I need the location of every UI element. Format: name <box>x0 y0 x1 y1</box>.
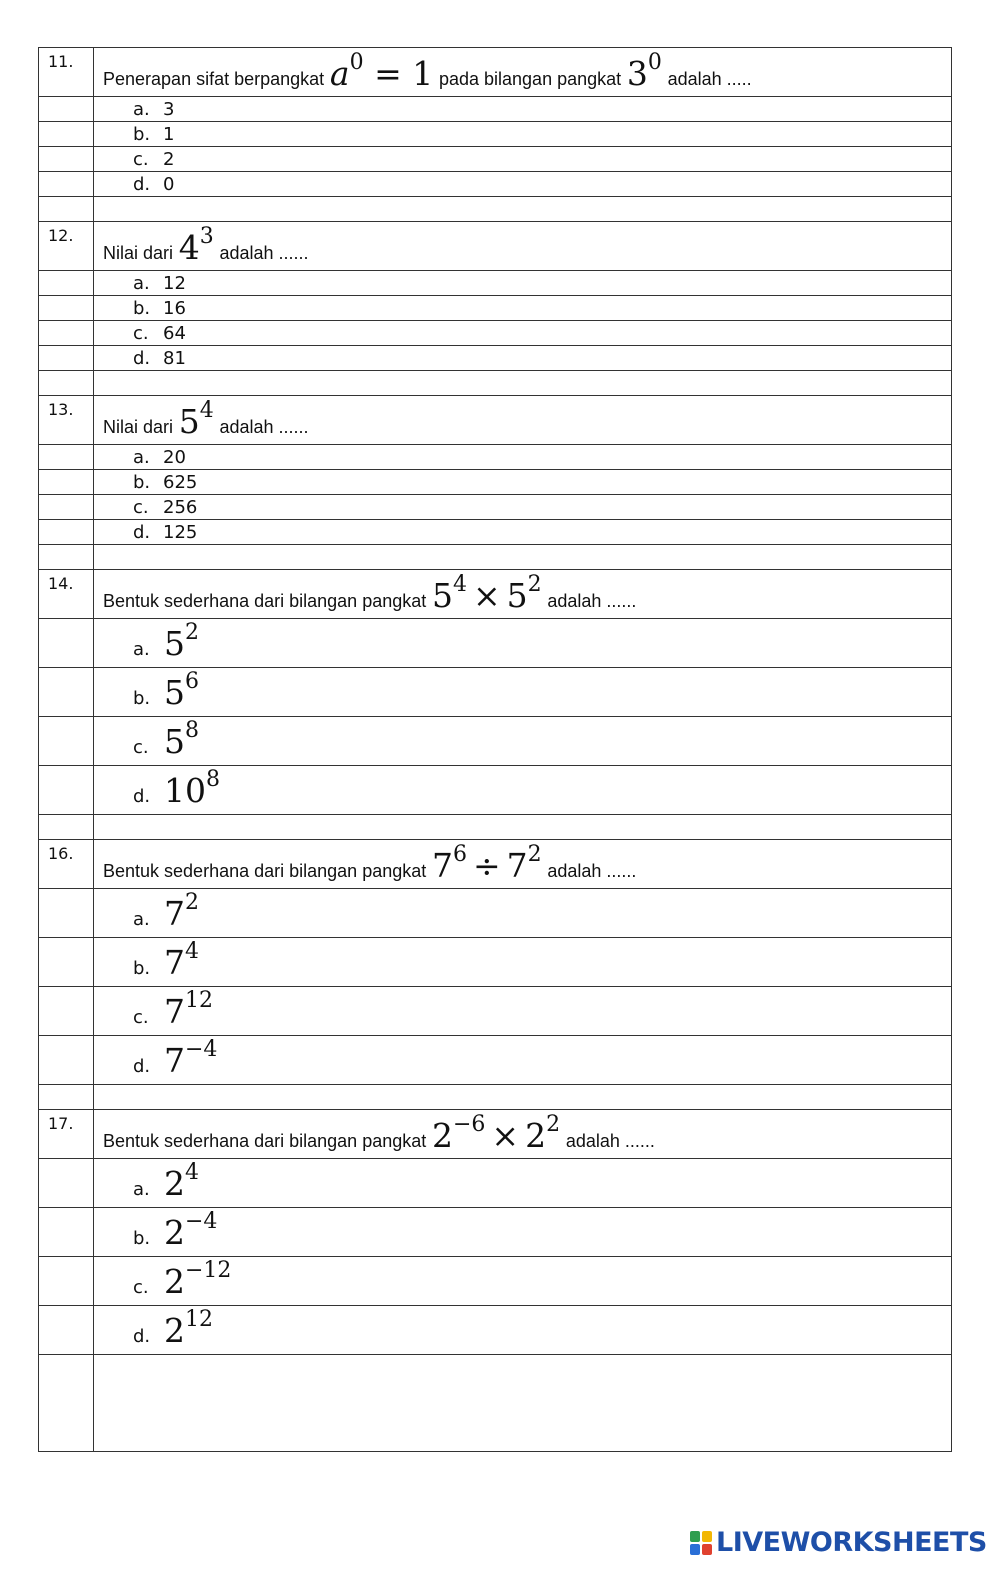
option-14-b[interactable]: b. $5^6$ <box>133 669 199 712</box>
option-14-c[interactable]: c. $5^8$ <box>133 718 199 761</box>
option-row <box>39 445 952 470</box>
option-13-c[interactable]: c. 256 <box>133 497 198 518</box>
spacer-row <box>39 1085 952 1110</box>
option-11-b[interactable]: b. 1 <box>133 124 175 145</box>
option-17-d[interactable]: d. $2^{12}$ <box>133 1307 213 1350</box>
option-row <box>39 1208 952 1257</box>
question-number: 11. <box>39 48 94 97</box>
option-13-d[interactable]: d. 125 <box>133 522 198 543</box>
question-12-text: Nilai dari $4^3$ adalah ...... <box>103 224 309 267</box>
question-12-row <box>39 222 952 271</box>
option-16-c[interactable]: c. $7^{12}$ <box>133 988 213 1031</box>
worksheet-table <box>38 47 952 1452</box>
option-row <box>39 1306 952 1355</box>
option-12-b[interactable]: b. 16 <box>133 298 186 319</box>
question-number: 17. <box>39 1110 94 1159</box>
math-expression: $2^{-6} \times 2^2$ <box>431 1112 561 1155</box>
option-row <box>39 470 952 495</box>
option-row <box>39 321 952 346</box>
option-17-b[interactable]: b. $2^{-4}$ <box>133 1209 218 1252</box>
question-11-row <box>39 48 952 97</box>
option-row <box>39 147 952 172</box>
question-number: 16. <box>39 840 94 889</box>
option-row <box>39 271 952 296</box>
option-row <box>39 938 952 987</box>
option-11-a[interactable]: a. 3 <box>133 99 175 120</box>
option-row <box>39 1159 952 1208</box>
question-number: 12. <box>39 222 94 271</box>
spacer-row <box>39 545 952 570</box>
logo-grid-icon <box>690 1531 712 1555</box>
option-row <box>39 97 952 122</box>
option-13-a[interactable]: a. 20 <box>133 447 186 468</box>
option-row <box>39 717 952 766</box>
empty-end-row <box>39 1355 952 1452</box>
logo-square <box>690 1544 700 1555</box>
option-11-d[interactable]: d. 0 <box>133 174 175 195</box>
option-row <box>39 987 952 1036</box>
option-16-d[interactable]: d. $7^{-4}$ <box>133 1037 218 1080</box>
option-12-d[interactable]: d. 81 <box>133 348 186 369</box>
option-row <box>39 122 952 147</box>
option-row <box>39 520 952 545</box>
option-16-a[interactable]: a. $7^2$ <box>133 890 199 933</box>
logo-square <box>690 1531 700 1542</box>
option-11-c[interactable]: c. 2 <box>133 149 175 170</box>
option-17-c[interactable]: c. $2^{-12}$ <box>133 1258 232 1301</box>
logo-square <box>702 1531 712 1542</box>
question-13-text: Nilai dari $5^4$ adalah ...... <box>103 398 309 441</box>
math-expression: $a^0 = 1$ <box>329 50 434 93</box>
option-row <box>39 668 952 717</box>
option-17-a[interactable]: a. $2^4$ <box>133 1160 199 1203</box>
question-14-text: Bentuk sederhana dari bilangan pangkat $5^4 \times 5^2$ adalah ...... <box>103 572 637 615</box>
option-12-c[interactable]: c. 64 <box>133 323 186 344</box>
brand-name: LIVEWORKSHEETS <box>716 1527 987 1558</box>
question-14-row <box>39 570 952 619</box>
math-expression: $5^4$ <box>178 398 214 441</box>
option-row <box>39 889 952 938</box>
spacer-row <box>39 197 952 222</box>
math-expression: $5^4 \times 5^2$ <box>431 572 542 615</box>
question-number: 13. <box>39 396 94 445</box>
option-14-a[interactable]: a. $5^2$ <box>133 620 199 663</box>
liveworksheets-logo[interactable] <box>690 1527 987 1558</box>
option-row <box>39 1257 952 1306</box>
math-expression: $3^0$ <box>626 50 662 93</box>
option-row <box>39 766 952 815</box>
option-12-a[interactable]: a. 12 <box>133 273 186 294</box>
option-row <box>39 172 952 197</box>
spacer-row <box>39 371 952 396</box>
question-17-row <box>39 1110 952 1159</box>
question-16-row <box>39 840 952 889</box>
logo-square <box>702 1544 712 1555</box>
option-row <box>39 1036 952 1085</box>
option-14-d[interactable]: d. $10^8$ <box>133 767 220 810</box>
option-row <box>39 346 952 371</box>
question-16-text: Bentuk sederhana dari bilangan pangkat $7^6 \div 7^2$ adalah ...... <box>103 842 637 885</box>
math-expression: $7^6 \div 7^2$ <box>431 842 542 885</box>
math-expression: $4^3$ <box>178 224 214 267</box>
spacer-row <box>39 815 952 840</box>
question-11-text: Penerapan sifat berpangkat $a^0 = 1$ pada bilangan pangkat $3^0$ adalah ..... <box>103 50 752 93</box>
option-row <box>39 296 952 321</box>
option-row <box>39 619 952 668</box>
option-16-b[interactable]: b. $7^4$ <box>133 939 199 982</box>
question-13-row <box>39 396 952 445</box>
question-17-text: Bentuk sederhana dari bilangan pangkat $2^{-6} \times 2^2$ adalah ...... <box>103 1112 655 1155</box>
option-row <box>39 495 952 520</box>
question-number: 14. <box>39 570 94 619</box>
option-13-b[interactable]: b. 625 <box>133 472 198 493</box>
